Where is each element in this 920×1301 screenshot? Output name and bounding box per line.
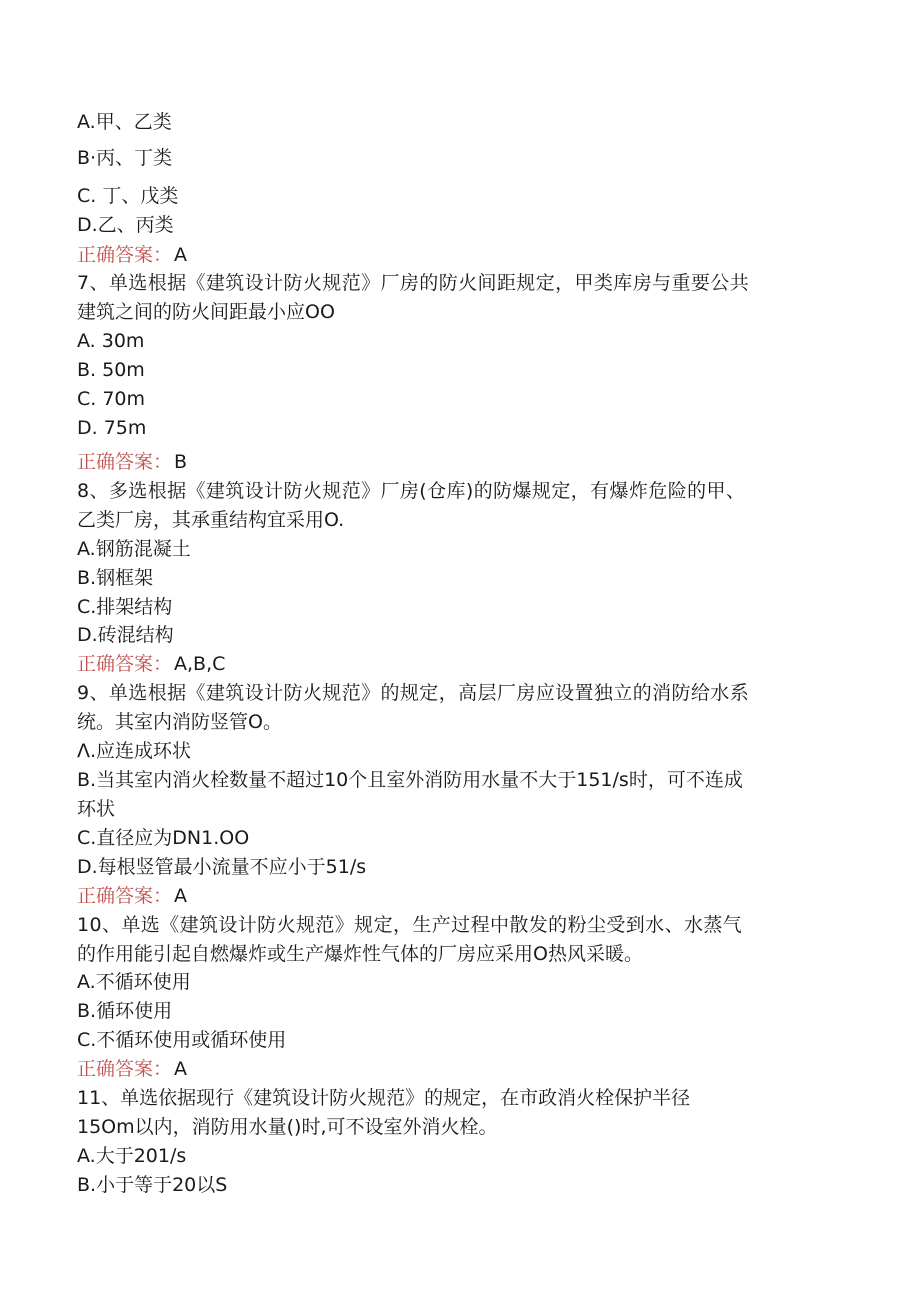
q7-question-line-2: 建筑之间的防火间距最小应OO (77, 301, 335, 323)
answer-value: A (174, 885, 188, 907)
q10-option-c: C.不循环使用或循环使用 (77, 1029, 287, 1051)
q11-question-line-2: 15Om以内，消防用水量()时,可不设室外消火栓。 (77, 1116, 498, 1138)
q11-option-b: B.小于等于20以S (77, 1174, 228, 1196)
answer-label: 正确答案： (77, 244, 173, 266)
q9-option-b-continued: 环状 (77, 798, 116, 820)
q10-option-b: B.循环使用 (77, 1000, 173, 1022)
answer-label: 正确答案： (77, 653, 173, 675)
q10-question-line-1: 10、单选《建筑设计防火规范》规定，生产过程中散发的粉尘受到水、水蒸气 (77, 914, 743, 936)
answer-value: A,B,C (174, 653, 226, 675)
answer-label: 正确答案： (77, 885, 173, 907)
q8-question-line-2: 乙类厂房，其承重结构宜采用O. (77, 509, 345, 531)
q9-question-line-2: 统。其室内消防竖管O。 (77, 711, 282, 733)
q7-option-d: D. 75m (77, 417, 147, 439)
q10-option-a: A.不循环使用 (77, 971, 191, 993)
q9-option-a: Λ.应连成环状 (77, 740, 192, 762)
q7-option-a: A. 30m (77, 330, 145, 352)
q6-option-b: B·丙、丁类 (77, 147, 173, 169)
answer-label: 正确答案： (77, 1058, 173, 1080)
q8-option-b: B.钢框架 (77, 567, 154, 589)
q9-answer (77, 883, 187, 909)
q8-option-a: A.钢筋混凝土 (77, 538, 191, 560)
q7-answer (77, 449, 187, 475)
q9-option-b: B.当其室内消火栓数量不超过10个且室外消防用水量不大于151∕s时，可不连成 (77, 769, 743, 791)
q11-question-line-1: 11、单选依据现行《建筑设计防火规范》的规定，在市政消火栓保护半径 (77, 1087, 691, 1109)
answer-value: A (174, 1058, 188, 1080)
q9-question-line-1: 9、单选根据《建筑设计防火规范》的规定，高层厂房应设置独立的消防给水系 (77, 682, 750, 704)
q10-question-line-2: 的作用能引起自燃爆炸或生产爆炸性气体的厂房应采用O热风采暖。 (77, 943, 643, 965)
q9-option-c: C.直径应为DN1.OO (77, 827, 250, 849)
q8-question-line-1: 8、多选根据《建筑设计防火规范》厂房(仓库)的防爆规定，有爆炸危险的甲、 (77, 480, 746, 502)
q7-option-c: C. 70m (77, 388, 146, 410)
q6-option-c: C. 丁、戊类 (77, 185, 179, 207)
q8-answer (77, 651, 225, 677)
q8-option-c: C.排架结构 (77, 596, 173, 618)
q6-option-d: D.乙、丙类 (77, 214, 174, 236)
q8-option-d: D.砖混结构 (77, 624, 174, 646)
answer-value: A (174, 244, 188, 266)
q9-option-d: D.每根竖管最小流量不应小于51∕s (77, 856, 367, 878)
q10-answer (77, 1056, 187, 1082)
q11-option-a: A.大于201∕s (77, 1145, 187, 1167)
answer-label: 正确答案： (77, 451, 173, 473)
q7-option-b: B. 50m (77, 359, 145, 381)
q6-option-a: A.甲、乙类 (77, 111, 172, 133)
q6-answer (77, 242, 187, 268)
answer-value: B (174, 451, 188, 473)
q7-question-line-1: 7、单选根据《建筑设计防火规范》厂房的防火间距规定，甲类库房与重要公共 (77, 272, 750, 294)
